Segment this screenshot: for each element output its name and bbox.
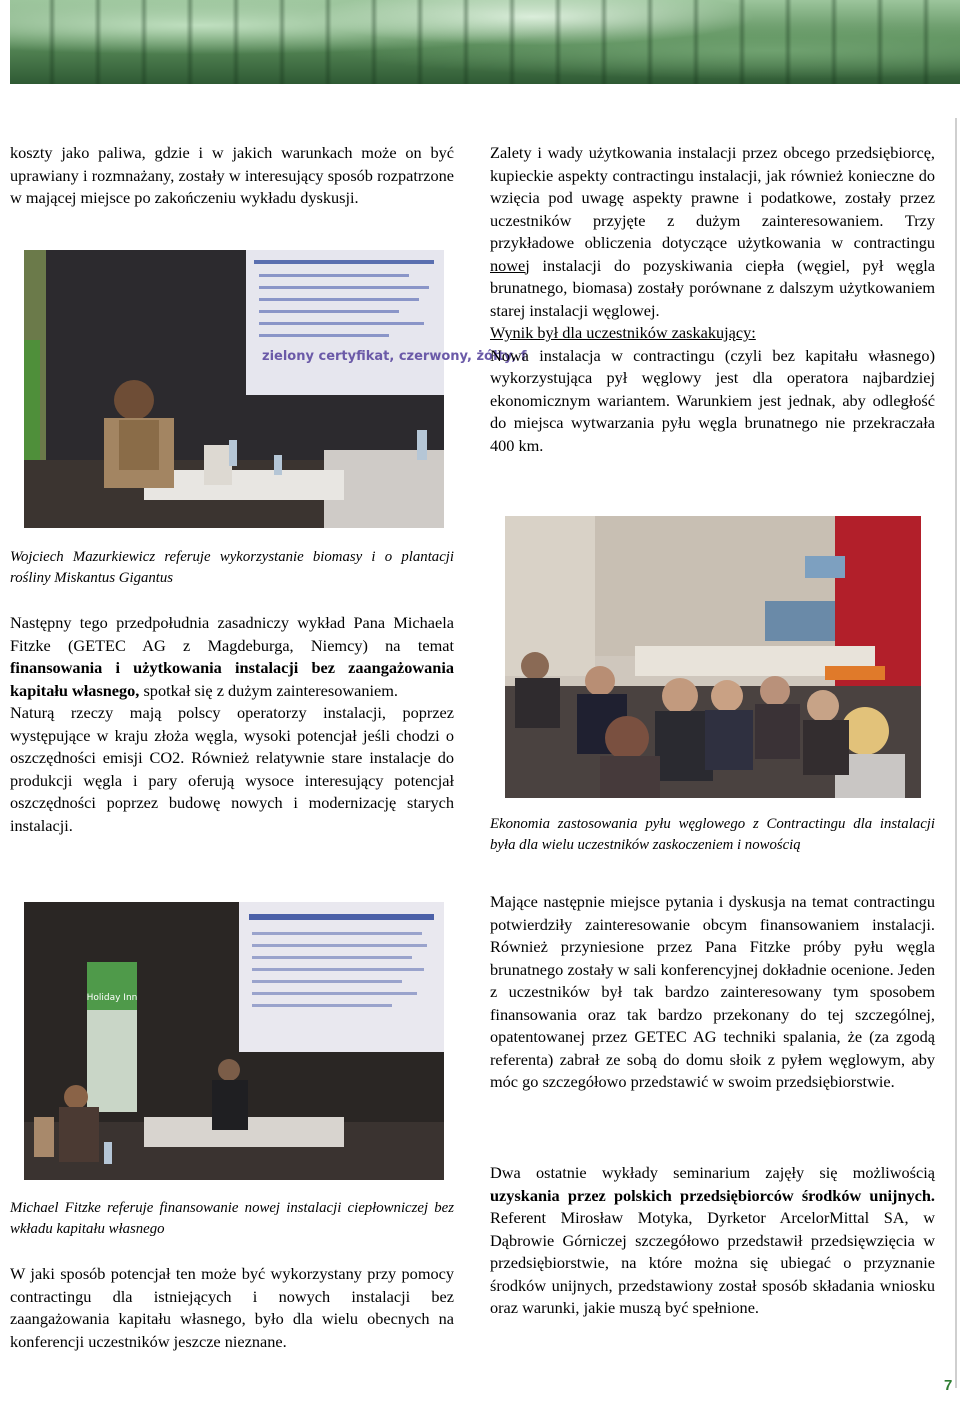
page-number: 7 [944, 1377, 953, 1394]
left-mid-paragraphs [10, 612, 454, 837]
photo3-caption-text: Ekonomia zastosowania pyłu węglowego z Contractingu dla instalacji była dla wielu uczestników zaskoczeniem i nowością [490, 816, 935, 853]
photo1-caption [10, 547, 454, 589]
banner-trees [10, 0, 960, 84]
right-bottom-bold: uzyskania przez polskich przedsiębiorców środków unijnych. [490, 1185, 935, 1205]
right-bottom-start: Dwa ostatnie wykłady seminarium zajęły się możliwością [490, 1163, 935, 1182]
photo2-logo-text: Holiday Inn [86, 993, 138, 1003]
right-top-p1-underlined: nowej [490, 255, 530, 275]
photo2-caption [10, 1198, 454, 1240]
left-top-paragraph [10, 142, 454, 210]
right-top-result-text: Nowa instalacja w contractingu (czyli bez kapitału własnego) wykorzystująca pył węglowy jest dla operatora najbardziej ekonomicznym wariantem. Warunkiem jest jednak, aby odległość do miejsca wytwarzania pyłu węgla brunatnego nie przekraczała 400 km. [490, 345, 935, 455]
photo2-caption-text: Michael Fitzke referuje finansowanie nowej instalacji ciepłowniczej bez wkładu kapitału własnego [10, 1200, 454, 1237]
left-mid-p1-start: Następny tego przedpołudnia zasadniczy wykład Pana Michaela Fitzke (GETEC AG z Magdeburga, Niemcy) na temat [10, 613, 454, 655]
right-top-paragraphs [490, 142, 935, 457]
left-mid-p1-end: spotkał się z dużym zainteresowaniem. [139, 680, 398, 700]
right-mid-text: Mające następnie miejsce pytania i dyskusja na temat contractingu potwierdziły zainteresowanie obcym finansowaniem instalacji. Również przyniesione przez Pana Fitzke próby pyłu węgla brunatnego zostały w sali konferencyjnej dokładnie ocenione. Jeden z uczestników był tak bardzo zainteresowany tym sposobem finansowania oraz tak bardzo przekonany do tej szczególnej, opatentowanej przez GETEC AG techniki spalania, że (za zgodą referenta) zabrał ze sobą do domu słoik z pyłem węglowym, aby móc go szczegółowo przedstawić w swoim przedsiębiorstwie. [490, 892, 935, 1091]
photo3-image [505, 516, 921, 798]
right-bottom-text [490, 1162, 935, 1320]
left-mid-p1-bold: finansowania i użytkowania instalacji bez zaangażowania kapitału własnego, [10, 658, 454, 700]
left-bottom-paragraph [10, 1263, 454, 1353]
right-top-p1-start: Zalety i wady użytkowania instalacji przez obcego przedsiębiorcę, kupieckie aspekty contractingu instalacji, jak również konieczne do wzięcia pod uwagę aspekty prawne i podatkowe, zostały przez uczestników przyjęte z dużym zainteresowaniem. Trzy przykładowe obliczenia dotyczące użytkowania w contractingu [490, 143, 935, 252]
photo1-caption-text: Wojciech Mazurkiewicz referuje wykorzystanie biomasy i o plantacji rośliny Miskantus Gigantus [10, 549, 454, 586]
left-top-text: koszty jako paliwa, gdzie i w jakich warunkach może on być uprawiany i rozmnażany, zostały w interesujący sposób rozpatrzone w mającej miejsce po zakończeniu wykładu dyskusji. [10, 143, 454, 207]
photo1-slide-text: zielony certyfikat, czerwony, żółty, f [262, 349, 527, 364]
photo3-caption [490, 814, 935, 856]
right-top-p1-end: instalacji do pozyskiwania ciepła (węgiel, pył węgla brunatnego, biomasa) zostały porównane z dalszym użytkowaniem starej instalacji węglowej. [490, 255, 935, 320]
right-mid-paragraph [490, 891, 935, 1094]
right-bottom-end: Referent Mirosław Motyka, Dyrketor ArcelorMittal SA, w Dąbrowie Górniczej szczegółowo przedstawił przedsięwzięcia w przedsiębiorstwie, na które można się ubiegać o przyznanie środków unijnych, przedstawiony został sposób składania wniosku oraz warunki, jakie muszą być spełnione. [490, 1208, 935, 1317]
page-frame-line [955, 118, 957, 1388]
left-mid-p2: Naturą rzeczy mają polscy operatorzy instalacji, poprzez występujące w kraju złoża węgla, wysoki potencjał jeśli chodzi o oszczędności emisji CO2. Również relatywnie stare instalacje do produkcji węgla i pary oferują wysoce interesujący potencjał oszczędności poprzez budowę nowych i modernizację starych instalacji. [10, 703, 454, 835]
left-bottom-text: W jaki sposób potencjał ten może być wykorzystany przy pomocy contractingu dla istniejących i nowych instalacji bez zaangażowania kapitału własnego, było dla wielu obecnych na konferencji uczestników jeszcze nieznane. [10, 1264, 454, 1351]
left-mid-p1 [10, 612, 454, 702]
right-top-result-heading: Wynik był dla uczestników zaskakujący: [490, 323, 756, 342]
right-bottom-paragraph [490, 1162, 935, 1320]
photo-audience [505, 516, 921, 798]
photo2-image [24, 902, 444, 1180]
header-banner-forest [10, 0, 960, 84]
photo-fitzke-presentation [24, 902, 444, 1180]
right-top-p1 [490, 142, 935, 322]
